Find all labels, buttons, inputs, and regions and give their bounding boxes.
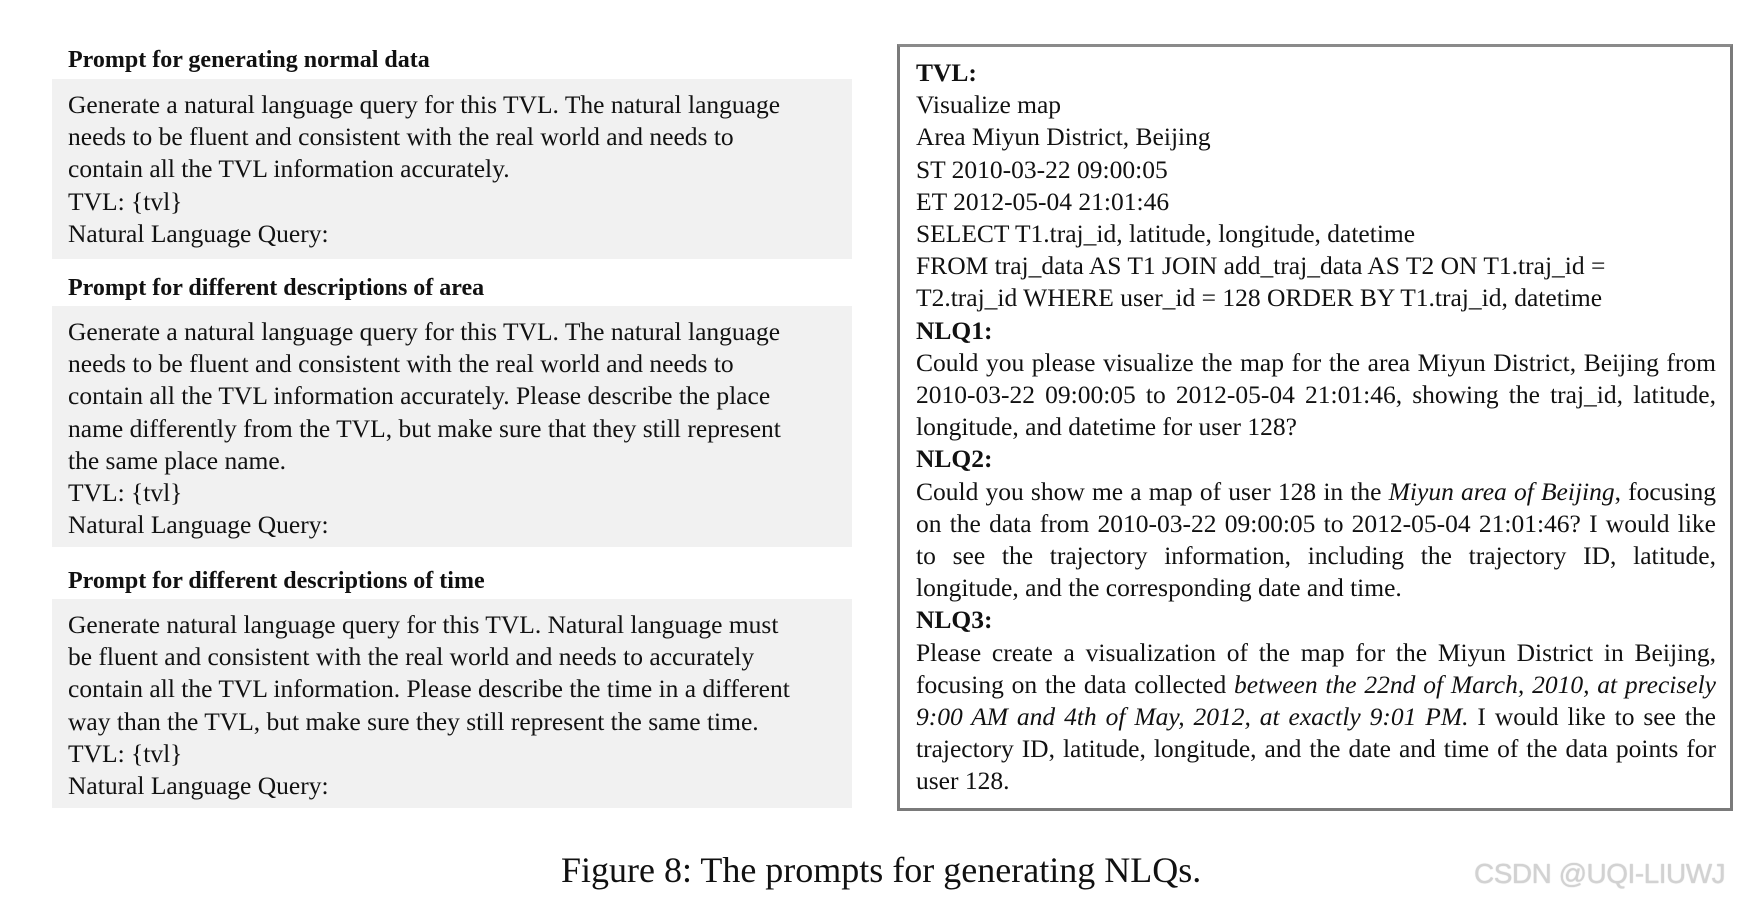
watermark: CSDN @UQI-LIUWJ [1474, 858, 1726, 889]
nlq3-text-after: I would like to see the trajectory ID, latitude, longitude, and the date and time of the data points for user 128. [916, 702, 1716, 796]
prompt-normal-panel [52, 79, 852, 259]
prompt-line: Natural Language Query: [68, 510, 329, 540]
nlq2-label: NLQ2: [916, 444, 993, 474]
tvl-line: ST 2010-03-22 09:00:05 [916, 154, 1168, 184]
prompt-line: contain all the TVL information. Please describe the time in a different [68, 674, 790, 704]
tvl-line: T2.traj_id WHERE user_id = 128 ORDER BY T1.traj_id, datetime [916, 283, 1603, 313]
prompt-line: Generate a natural language query for this TVL. The natural language [68, 90, 781, 119]
nlq1-label: NLQ1: [916, 315, 993, 345]
prompt-line: way than the TVL, but make sure they still represent the same time. [68, 706, 759, 736]
prompt-area-title: Prompt for different descriptions of area [68, 275, 485, 301]
nlq2-text [916, 476, 1716, 605]
prompt-line: contain all the TVL information accurately. [68, 154, 510, 184]
nlq3-text [916, 637, 1716, 798]
prompt-line: needs to be fluent and consistent with the real world and needs to [68, 122, 734, 152]
prompt-line: TVL: {tvl} [68, 738, 183, 768]
prompt-line: Generate a natural language query for this TVL. The natural language [68, 317, 781, 346]
nlq3-label: NLQ3: [916, 605, 993, 635]
tvl-line: ET 2012-05-04 21:01:46 [916, 186, 1170, 216]
prompt-line: Generate natural language query for this TVL. Natural language must [68, 610, 779, 639]
tvl-line: Area Miyun District, Beijing [916, 122, 1211, 152]
prompt-area-panel [52, 306, 852, 547]
tvl-line: Visualize map [916, 90, 1062, 120]
nlq2-text-before: Could you show me a map of user 128 in the [916, 476, 1389, 506]
nlq3-text-italic: between the 22nd of March, 2010, at precisely 9:00 AM and 4th of May, 2012, at exactly 9:01 PM. [916, 669, 1717, 732]
prompt-line: name differently from the TVL, but make sure that they still represent [68, 413, 781, 443]
tvl-label: TVL: [916, 58, 977, 87]
prompt-line: needs to be fluent and consistent with the real world and needs to [68, 349, 734, 379]
figure-caption: Figure 8: The prompts for generating NLQs. [561, 850, 1202, 890]
nlq2-text-after: , focusing on the data from 2010-03-22 09:00:05 to 2012-05-04 21:01:46? I would like to see the trajectory information, including the trajectory ID, latitude, longitude, and the corresponding date and time. [916, 476, 1716, 603]
prompt-line: Natural Language Query: [68, 771, 329, 801]
prompt-line: TVL: {tvl} [68, 186, 183, 216]
nlq2-text-italic: Miyun area of Beijing [1388, 476, 1615, 506]
prompt-line: Natural Language Query: [68, 218, 329, 248]
prompt-line: be fluent and consistent with the real world and needs to accurately [68, 642, 755, 672]
prompt-normal-title: Prompt for generating normal data [68, 47, 430, 73]
prompt-line: the same place name. [68, 445, 287, 475]
example-box [897, 44, 1733, 811]
prompt-line: contain all the TVL information accurately. Please describe the place [68, 381, 771, 411]
nlq1-text: Could you please visualize the map for the area Miyun District, Beijing from 2010-03-22 09:00:05 to 2012-05-04 21:01:46, showing the traj_id, latitude, longitude, and datetime for user 128? [916, 347, 1716, 442]
tvl-line: FROM traj_data AS T1 JOIN add_traj_data AS T2 ON T1.traj_id = [916, 251, 1606, 281]
nlq3-text-before: Please create a visualization of the map for the Miyun District in Beijing, focusing on the data collected [916, 637, 1716, 699]
prompt-time-title: Prompt for different descriptions of time [68, 568, 485, 594]
tvl-line: SELECT T1.traj_id, latitude, longitude, datetime [916, 219, 1416, 249]
prompt-time-panel [52, 599, 852, 808]
prompt-line: TVL: {tvl} [68, 478, 183, 508]
